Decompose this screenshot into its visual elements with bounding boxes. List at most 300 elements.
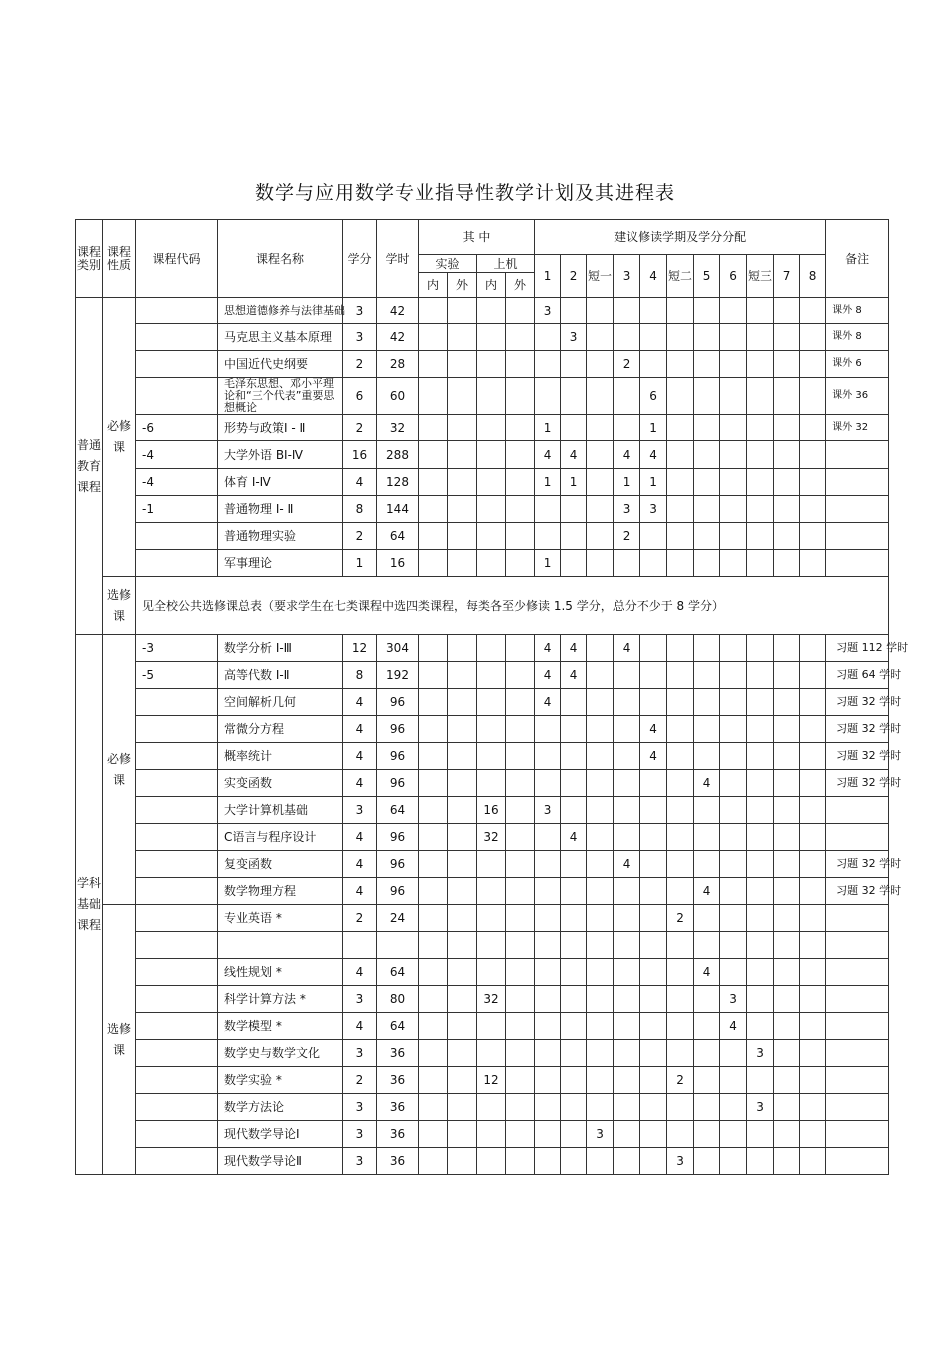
cell-x3: [747, 689, 774, 716]
table-row: [76, 851, 889, 878]
cell-s6: [720, 378, 747, 415]
cell-s7: [774, 905, 800, 932]
cell-s4: [640, 851, 667, 878]
cell-x3: [747, 1067, 774, 1094]
cell-hours: 192: [377, 662, 419, 689]
cell-co: [506, 824, 535, 851]
cell-s2: 4: [561, 824, 587, 851]
cell-code: [136, 550, 218, 577]
cell-s4: [640, 932, 667, 959]
cell-credit: 8: [343, 496, 377, 523]
cell-li: [419, 1040, 448, 1067]
cell-x2: [667, 298, 694, 324]
cell-hours: 96: [377, 743, 419, 770]
cell-s4: [640, 1040, 667, 1067]
cell-note: [826, 441, 889, 469]
cell-s1: [535, 770, 561, 797]
cell-li: [419, 378, 448, 415]
cell-x2: [667, 469, 694, 496]
cell-x1: [587, 905, 614, 932]
teaching-plan-table: [75, 219, 909, 1175]
cell-s3: [614, 824, 640, 851]
cell-co: [506, 1067, 535, 1094]
cell-co: [506, 1148, 535, 1175]
cell-s5: [694, 743, 720, 770]
cell-s4: [640, 662, 667, 689]
table-row: [76, 1148, 889, 1175]
cell-s7: [774, 441, 800, 469]
cell-s2: 1: [561, 469, 587, 496]
cell-s3: [614, 298, 640, 324]
cell-name: 现代数学导论Ⅱ: [218, 1148, 343, 1175]
cell-s1: [535, 378, 561, 415]
cell-s2: [561, 743, 587, 770]
cell-name: 数学实验 *: [218, 1067, 343, 1094]
cell-li: [419, 932, 448, 959]
cell-co: [506, 1094, 535, 1121]
cell-s6: [720, 469, 747, 496]
cell-ci: [477, 932, 506, 959]
cell-hours: 304: [377, 635, 419, 662]
cell-s8: [800, 324, 826, 351]
cell-co: [506, 986, 535, 1013]
cell-s4: 6: [640, 378, 667, 415]
cell-s3: 4: [614, 635, 640, 662]
cell-x2: [667, 986, 694, 1013]
cell-x2: [667, 797, 694, 824]
cell-note: [826, 523, 889, 550]
table-row: [76, 635, 889, 662]
cell-s8: [800, 469, 826, 496]
cell-s3: [614, 986, 640, 1013]
cell-s4: [640, 878, 667, 905]
cell-s6: [720, 1148, 747, 1175]
cell-s7: [774, 770, 800, 797]
cell-s2: [561, 1121, 587, 1148]
table-row: [76, 550, 889, 577]
cell-s4: [640, 298, 667, 324]
cell-note: 习题 112 学时: [826, 635, 889, 662]
cell-credit: 3: [343, 1094, 377, 1121]
cell-hours: 96: [377, 716, 419, 743]
cell-hours: 96: [377, 878, 419, 905]
cell-lo: [448, 689, 477, 716]
cell-s3: [614, 797, 640, 824]
cell-s2: 3: [561, 324, 587, 351]
cell-s5: [694, 797, 720, 824]
table-row: [76, 324, 889, 351]
cell-ci: [477, 550, 506, 577]
cell-s4: 4: [640, 743, 667, 770]
cell-s3: [614, 689, 640, 716]
table-row: [76, 689, 889, 716]
cell-x1: [587, 878, 614, 905]
cell-credit: 4: [343, 770, 377, 797]
cell-co: [506, 469, 535, 496]
cell-ci: [477, 351, 506, 378]
cell-s1: 4: [535, 441, 561, 469]
cell-ci: 16: [477, 797, 506, 824]
cell-s4: [640, 523, 667, 550]
cell-s8: [800, 550, 826, 577]
cell-name: [218, 932, 343, 959]
cell-note: 习题 32 学时: [826, 851, 889, 878]
cell-s5: [694, 324, 720, 351]
cell-s6: [720, 324, 747, 351]
cell-lo: [448, 932, 477, 959]
cell-s1: [535, 986, 561, 1013]
table-row: [76, 1094, 889, 1121]
cell-x1: [587, 1067, 614, 1094]
cell-hours: 96: [377, 824, 419, 851]
table-row: [76, 716, 889, 743]
cell-s5: [694, 1013, 720, 1040]
cell-s2: [561, 878, 587, 905]
cell-hours: 144: [377, 496, 419, 523]
cell-code: [136, 1013, 218, 1040]
cell-s1: 1: [535, 415, 561, 441]
cell-name: 形势与政策Ⅰ - Ⅱ: [218, 415, 343, 441]
cell-ci: [477, 662, 506, 689]
cell-x2: [667, 851, 694, 878]
cell-code: -1: [136, 496, 218, 523]
cell-s3: [614, 932, 640, 959]
cell-x2: [667, 662, 694, 689]
cell-lo: [448, 824, 477, 851]
cell-s8: [800, 1013, 826, 1040]
cell-code: -6: [136, 415, 218, 441]
table-row: [76, 824, 889, 851]
cell-code: [136, 1040, 218, 1067]
cell-ci: 32: [477, 986, 506, 1013]
cell-co: [506, 351, 535, 378]
cell-s1: [535, 851, 561, 878]
cell-s6: [720, 770, 747, 797]
cell-s1: [535, 1148, 561, 1175]
cell-s6: [720, 1067, 747, 1094]
cell-s2: 4: [561, 662, 587, 689]
cell-s2: [561, 1040, 587, 1067]
header-computer-inner: 内: [477, 273, 506, 298]
table-row: [76, 1013, 889, 1040]
cell-lo: [448, 351, 477, 378]
cell-s7: [774, 378, 800, 415]
table-row: [76, 1121, 889, 1148]
cell-s7: [774, 469, 800, 496]
cell-x2: [667, 770, 694, 797]
cell-s6: 3: [720, 986, 747, 1013]
cell-ci: [477, 1013, 506, 1040]
cell-name: 数学模型 *: [218, 1013, 343, 1040]
cell-s3: [614, 1148, 640, 1175]
cell-x1: [587, 351, 614, 378]
nature-elective-label: 选修课: [103, 577, 136, 635]
cell-li: [419, 986, 448, 1013]
cell-s5: [694, 824, 720, 851]
cell-credit: 4: [343, 469, 377, 496]
cell-x2: [667, 550, 694, 577]
nature-elective-label: 选修课: [103, 905, 136, 1175]
cell-s2: [561, 378, 587, 415]
cell-s5: [694, 635, 720, 662]
cell-lo: [448, 716, 477, 743]
cell-hours: 36: [377, 1040, 419, 1067]
cell-note: [826, 1121, 889, 1148]
cell-s4: [640, 1148, 667, 1175]
cell-s8: [800, 824, 826, 851]
cell-co: [506, 662, 535, 689]
cell-s4: [640, 635, 667, 662]
cell-s6: [720, 1094, 747, 1121]
cell-x2: [667, 324, 694, 351]
cell-note: [826, 986, 889, 1013]
cell-note: 课外 6: [826, 351, 889, 378]
cell-note: [826, 469, 889, 496]
cell-li: [419, 878, 448, 905]
cell-s3: [614, 905, 640, 932]
cell-name: 毛泽东思想、邓小平理论和“三个代表”重要思想概论: [218, 378, 343, 415]
cell-ci: 32: [477, 824, 506, 851]
cell-note: [826, 1067, 889, 1094]
cell-hours: 96: [377, 770, 419, 797]
cell-co: [506, 932, 535, 959]
cell-credit: 4: [343, 959, 377, 986]
cell-co: [506, 523, 535, 550]
table-row: [76, 986, 889, 1013]
cell-s8: [800, 797, 826, 824]
cell-s5: [694, 351, 720, 378]
cell-x1: [587, 415, 614, 441]
cell-x1: 3: [587, 1121, 614, 1148]
cell-ci: [477, 689, 506, 716]
header-remark: 备注: [826, 220, 889, 298]
cell-s5: 4: [694, 878, 720, 905]
cell-x3: [747, 351, 774, 378]
cell-s5: [694, 523, 720, 550]
table-row: [76, 1067, 889, 1094]
cell-s7: [774, 351, 800, 378]
cell-x1: [587, 662, 614, 689]
cell-li: [419, 689, 448, 716]
cell-s2: [561, 351, 587, 378]
cell-x1: [587, 496, 614, 523]
elective-note-row: [76, 577, 889, 635]
cell-ci: [477, 441, 506, 469]
cell-li: [419, 1094, 448, 1121]
cell-s7: [774, 824, 800, 851]
cell-note: [826, 1013, 889, 1040]
cell-s8: [800, 523, 826, 550]
cell-s3: [614, 1067, 640, 1094]
cell-co: [506, 743, 535, 770]
cell-s2: [561, 986, 587, 1013]
cell-x2: [667, 1013, 694, 1040]
cell-credit: 3: [343, 1148, 377, 1175]
cell-note: [826, 959, 889, 986]
cell-x3: [747, 743, 774, 770]
cell-name: 数学方法论: [218, 1094, 343, 1121]
cell-x2: [667, 959, 694, 986]
cell-hours: 60: [377, 378, 419, 415]
cell-code: [136, 351, 218, 378]
cell-lo: [448, 523, 477, 550]
cell-x3: [747, 716, 774, 743]
cell-code: [136, 716, 218, 743]
section-general-label: 普通教育课程: [76, 298, 103, 635]
cell-s4: [640, 1121, 667, 1148]
cell-s6: [720, 824, 747, 851]
cell-s6: [720, 851, 747, 878]
cell-s4: [640, 986, 667, 1013]
header-computer: 上机: [477, 255, 535, 273]
cell-x3: [747, 878, 774, 905]
cell-s2: [561, 550, 587, 577]
cell-hours: 64: [377, 1013, 419, 1040]
cell-s5: [694, 689, 720, 716]
cell-x1: [587, 689, 614, 716]
cell-note: [826, 824, 889, 851]
table-row: [76, 743, 889, 770]
cell-s8: [800, 1094, 826, 1121]
table-row: [76, 378, 889, 415]
cell-lo: [448, 1067, 477, 1094]
cell-note: 课外 32: [826, 415, 889, 441]
cell-s1: [535, 878, 561, 905]
table-row: [76, 932, 889, 959]
cell-credit: 8: [343, 662, 377, 689]
cell-s7: [774, 1094, 800, 1121]
table-row: [76, 770, 889, 797]
header-sem7: 7: [774, 255, 800, 298]
cell-s7: [774, 496, 800, 523]
cell-li: [419, 662, 448, 689]
cell-s3: 4: [614, 851, 640, 878]
cell-code: [136, 689, 218, 716]
cell-name: 空间解析几何: [218, 689, 343, 716]
cell-x1: [587, 1040, 614, 1067]
cell-s6: [720, 523, 747, 550]
table-row: [76, 797, 889, 824]
cell-x3: [747, 415, 774, 441]
cell-x2: [667, 496, 694, 523]
cell-note: [826, 496, 889, 523]
cell-note: 课外 8: [826, 324, 889, 351]
cell-s4: [640, 550, 667, 577]
cell-ci: [477, 743, 506, 770]
cell-ci: 12: [477, 1067, 506, 1094]
cell-s8: [800, 770, 826, 797]
cell-hours: 36: [377, 1094, 419, 1121]
cell-s3: 2: [614, 351, 640, 378]
cell-s5: [694, 932, 720, 959]
cell-s5: 4: [694, 959, 720, 986]
cell-s7: [774, 743, 800, 770]
cell-hours: 28: [377, 351, 419, 378]
cell-ci: [477, 378, 506, 415]
cell-s8: [800, 689, 826, 716]
cell-s2: [561, 797, 587, 824]
cell-li: [419, 1067, 448, 1094]
cell-x3: [747, 824, 774, 851]
cell-lo: [448, 770, 477, 797]
cell-x1: [587, 550, 614, 577]
table-row: [76, 959, 889, 986]
cell-x2: [667, 351, 694, 378]
cell-ci: [477, 959, 506, 986]
cell-s3: [614, 662, 640, 689]
cell-s8: [800, 496, 826, 523]
cell-x1: [587, 1094, 614, 1121]
cell-s1: 1: [535, 469, 561, 496]
cell-s3: [614, 1121, 640, 1148]
cell-lo: [448, 441, 477, 469]
cell-x1: [587, 378, 614, 415]
cell-x3: 3: [747, 1040, 774, 1067]
cell-s5: [694, 469, 720, 496]
cell-credit: 3: [343, 1121, 377, 1148]
header-lab: 实验: [419, 255, 477, 273]
cell-note: [826, 550, 889, 577]
cell-s6: [720, 441, 747, 469]
cell-co: [506, 797, 535, 824]
cell-s5: 4: [694, 770, 720, 797]
cell-li: [419, 797, 448, 824]
cell-lo: [448, 905, 477, 932]
cell-s2: [561, 959, 587, 986]
header-among: 其 中: [419, 220, 535, 255]
cell-x3: [747, 635, 774, 662]
cell-code: [136, 1148, 218, 1175]
cell-name: 概率统计: [218, 743, 343, 770]
cell-s4: 3: [640, 496, 667, 523]
cell-x3: [747, 1121, 774, 1148]
cell-x2: [667, 743, 694, 770]
cell-x2: 2: [667, 905, 694, 932]
cell-name: 科学计算方法 *: [218, 986, 343, 1013]
cell-s4: [640, 824, 667, 851]
cell-code: [136, 905, 218, 932]
cell-name: 数学史与数学文化: [218, 1040, 343, 1067]
page-title: 数学与应用数学专业指导性教学计划及其进程表: [254, 182, 675, 204]
header-short1: 短一: [587, 255, 614, 298]
cell-s7: [774, 1148, 800, 1175]
cell-s1: [535, 496, 561, 523]
cell-li: [419, 851, 448, 878]
cell-s1: 3: [535, 797, 561, 824]
cell-ci: [477, 298, 506, 324]
header-short3: 短三: [747, 255, 774, 298]
cell-li: [419, 1121, 448, 1148]
cell-x3: [747, 1013, 774, 1040]
cell-co: [506, 496, 535, 523]
cell-code: [136, 378, 218, 415]
cell-x2: [667, 932, 694, 959]
cell-s7: [774, 689, 800, 716]
header-sem3: 3: [614, 255, 640, 298]
cell-s2: [561, 496, 587, 523]
cell-s8: [800, 1148, 826, 1175]
header-computer-outer: 外: [506, 273, 535, 298]
cell-x3: [747, 441, 774, 469]
cell-s8: [800, 1040, 826, 1067]
cell-s7: [774, 986, 800, 1013]
cell-s6: [720, 716, 747, 743]
cell-hours: 64: [377, 959, 419, 986]
cell-credit: 3: [343, 324, 377, 351]
cell-lo: [448, 469, 477, 496]
cell-code: [136, 932, 218, 959]
cell-s1: [535, 905, 561, 932]
